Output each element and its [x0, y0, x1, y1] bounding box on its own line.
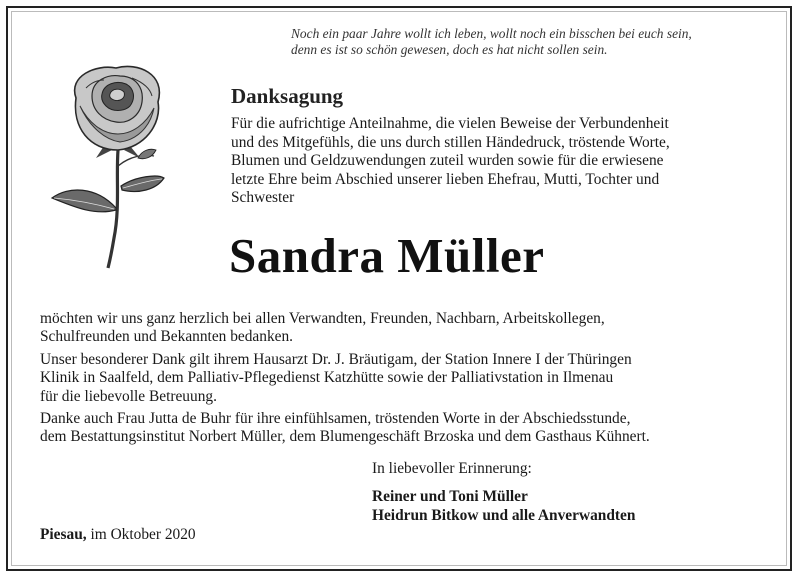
intro-line: letzte Ehre beim Abschied unserer lieben Ehefrau, Mutti, Tochter und [231, 170, 660, 188]
epigraph-quote [291, 26, 761, 58]
memory-line: In liebevoller Erinnerung: [372, 460, 532, 477]
paragraph-line: Danke auch Frau Jutta de Buhr für ihre einfühlsamen, tröstenden Worte in der Abschiedsstunde, [40, 410, 631, 428]
intro-line: Für die aufrichtige Anteilnahme, die vielen Beweise der Verbundenheit [231, 115, 669, 132]
family-names: Reiner und Toni Müller [372, 488, 528, 506]
thanks-body [40, 310, 770, 451]
paragraph-line: möchten wir uns ganz herzlich bei allen Verwandten, Freunden, Nachbarn, Arbeitskollegen, [40, 310, 605, 327]
paragraph-line: Schulfreunden und Bekannten bedanken. [40, 328, 294, 346]
quote-line: Noch ein paar Jahre wollt ich leben, wollt noch ein bisschen bei euch sein, [291, 26, 692, 41]
paragraph-line: für die liebevolle Betreuung. [40, 387, 217, 405]
place-name: Piesau, [40, 526, 87, 543]
quote-line: denn es ist so schön gewesen, doch es hat nicht sollen sein. [291, 42, 608, 57]
place-date [40, 526, 196, 544]
deceased-name: Sandra Müller [229, 228, 545, 283]
paragraph-line: Klinik in Saalfeld, dem Palliativ-Pflegedienst Katzhütte sowie der Palliativstation in Ilmenau [40, 369, 614, 387]
rose-icon [46, 58, 186, 270]
thanks-paragraph [40, 310, 770, 347]
intro-line: und des Mitgefühls, die uns durch stillen Händedruck, tröstende Worte, [231, 133, 670, 151]
date-text: im Oktober 2020 [90, 526, 196, 543]
paragraph-line: dem Bestattungsinstitut Norbert Müller, dem Blumengeschäft Brzoska und dem Gasthaus Kühnert. [40, 428, 650, 446]
thanks-paragraph [40, 410, 770, 447]
heading-danksagung: Danksagung [231, 84, 344, 108]
intro-line: Schwester [231, 189, 295, 207]
thanks-paragraph [40, 351, 770, 406]
intro-text [231, 115, 771, 208]
signoff-block [372, 460, 635, 525]
intro-line: Blumen und Geldzuwendungen zuteil wurden sowie für die erwiesene [231, 152, 664, 170]
family-names: Heidrun Bitkow und alle Anverwandten [372, 506, 636, 524]
paragraph-line: Unser besonderer Dank gilt ihrem Hausarzt Dr. J. Bräutigam, der Station Innere I der Thüringen [40, 350, 632, 368]
